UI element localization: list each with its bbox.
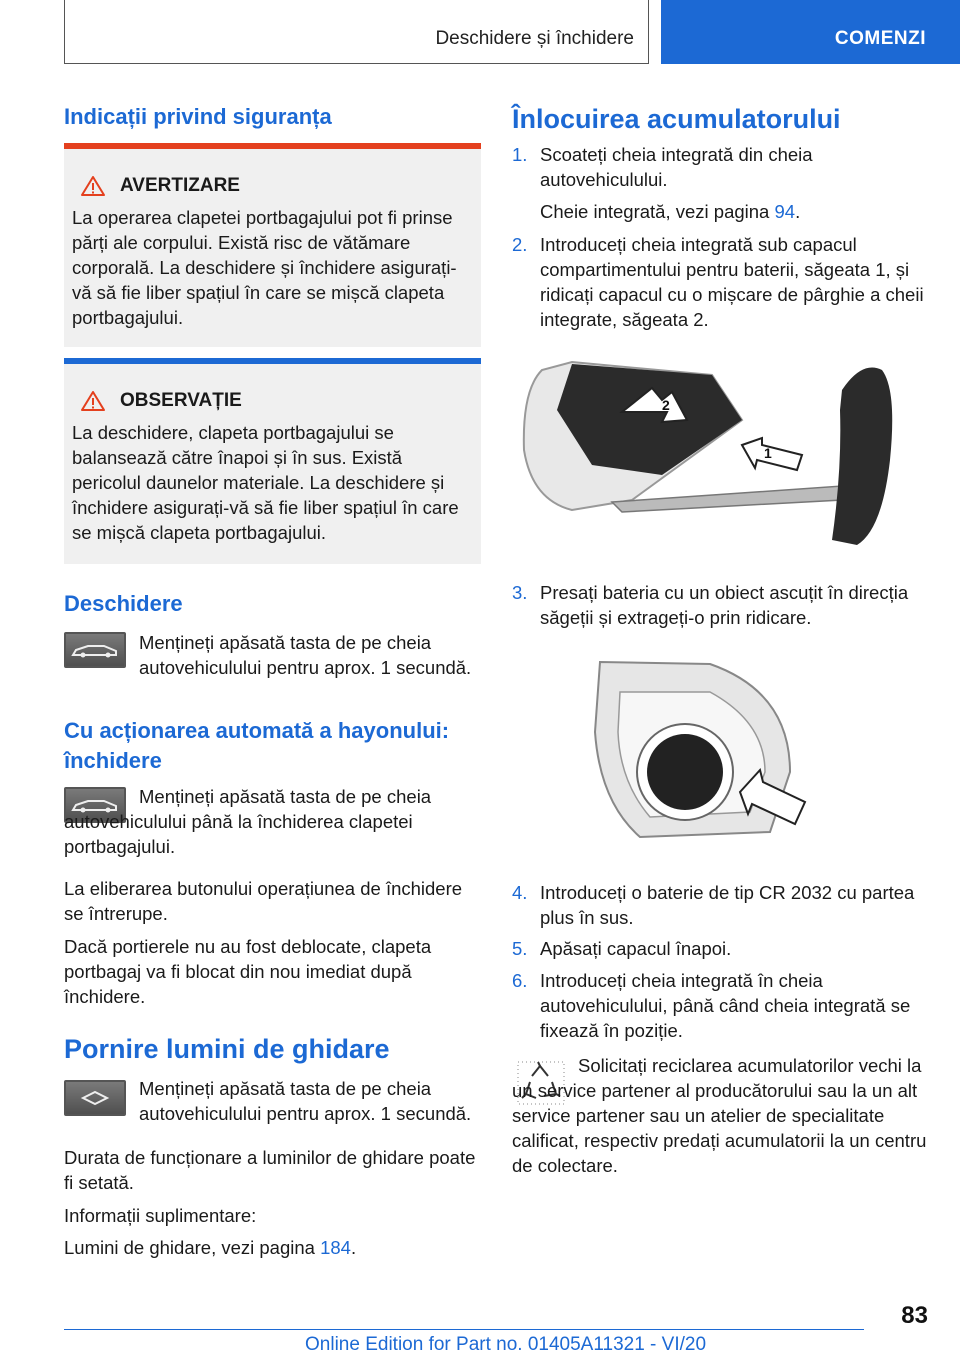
header-section-title: Deschidere și închidere [435, 28, 634, 49]
step-number: 2. [512, 234, 528, 255]
car-trunk-icon [70, 641, 120, 659]
step1-sub-text: Cheie integrată, vezi pagina [540, 201, 770, 222]
notice-triangle-icon [80, 390, 106, 412]
page-link-184[interactable]: 184 [320, 1237, 351, 1258]
header-tab[interactable] [661, 0, 960, 64]
notice-text: La deschidere, clapeta portbagajului se balansează către înapoi și în sus. Există pericolul daunelor materiale. La deschidere și închidere asigurați-vă să fie liber spațiul în care se mișcă clapeta portbagajului. [72, 422, 459, 543]
step-2 [512, 232, 928, 332]
warning-title: AVERTIZARE [120, 175, 240, 196]
lights-p3: Informații suplimentare: [64, 1205, 257, 1226]
warning-text: La operarea clapetei portbagajului pot fi prinse părți ale corpului. Există risc de vătămare corporală. La deschidere și închidere asigurați-vă să fie liber spațiul în care se mișcă clapeta portbagajului. [72, 207, 457, 328]
warning-box [64, 143, 481, 347]
auto-close-p2: La eliberarea butonului operațiunea de închidere se întrerupe. [64, 878, 463, 924]
footer-divider [64, 1329, 864, 1330]
warning-triangle-icon [80, 175, 106, 197]
notice-bar [64, 358, 481, 364]
header-tab-label: COMENZI [834, 28, 926, 49]
header-section-box [64, 0, 649, 64]
battery-compartment-figure [580, 652, 840, 842]
lights-text: Mențineți apăsată tasta de pe cheia autovehiculului pentru aprox. 1 secundă. [139, 1078, 472, 1124]
battery-heading: Înlocuirea acumulatorului [512, 104, 841, 134]
lights-p4 [64, 1235, 480, 1260]
arrow-1-label: 1 [764, 445, 772, 461]
lights-key-button [64, 1080, 126, 1116]
step-text: Apăsați capacul înapoi. [540, 938, 732, 959]
arrow-2-label: 2 [662, 397, 670, 413]
step1-sub [540, 199, 930, 224]
step-text: Presați bateria cu un obiect ascuțit în direcția săgeții și extrageți-o prin ridicare. [540, 582, 909, 628]
opening-text: Mențineți apăsată tasta de pe cheia autovehiculului pentru aprox. 1 secundă. [139, 632, 472, 678]
step-text: Scoateți cheia integrată din cheia autovehiculului. [540, 144, 813, 190]
notice-box [64, 358, 481, 564]
step-number: 4. [512, 882, 528, 903]
recycle-text: Solicitați reciclarea acumulatorilor vechi la un service partener al producătorului sau la un alt service partener sau un atelier de specialitate calificat, respectiv predați acumulatorii la un centru de colectare. [512, 1055, 927, 1176]
step1-sub-end: . [795, 201, 801, 222]
step-number: 1. [512, 144, 528, 165]
step-text: Introduceți cheia integrată sub capacul compartimentului pentru baterii, săgeata 1, și ridicați capacul cu o mișcare de pârghie a cheii integrate, săgeata 2. [540, 234, 924, 330]
step-number: 5. [512, 938, 528, 959]
page-number: 83 [901, 1302, 928, 1329]
step-5 [512, 936, 928, 961]
warning-bar [64, 143, 481, 149]
auto-close-text: Mențineți apăsată tasta de pe cheia autovehiculului până la închiderea clapetei portbagajului. [64, 786, 432, 857]
opening-heading: Deschidere [64, 591, 183, 616]
notice-title: OBSERVAȚIE [120, 390, 242, 411]
auto-close-heading: Cu acționarea automată a hayonului: închidere [64, 718, 450, 773]
key-cover-figure [512, 350, 928, 560]
arrow-1 [742, 438, 802, 470]
trunk-key-button [64, 632, 126, 668]
step-number: 6. [512, 970, 528, 991]
step-text: Introduceți o baterie de tip CR 2032 cu partea plus în sus. [540, 882, 915, 928]
lights-p2: Durata de funcționare a luminilor de ghidare poate fi setată. [64, 1147, 476, 1193]
lights-p4-text: Lumini de ghidare, vezi pagina [64, 1237, 315, 1258]
lights-p4-end: . [350, 1237, 357, 1258]
step-4 [512, 880, 928, 930]
diamond-icon [75, 1090, 115, 1106]
safety-heading: Indicații privind siguranța [64, 104, 332, 129]
step-text: Introduceți cheia integrată în cheia autovehiculului, până când cheia integrată se fixează în poziție. [540, 970, 911, 1041]
auto-close-p3: Dacă portierele nu au fost deblocate, clapeta portbagaj va fi blocat din nou imediat după închidere. [64, 936, 432, 1007]
footer-edition: Online Edition for Part no. 01405A11321 - VI/20 [305, 1334, 707, 1355]
page-link-94[interactable]: 94 [774, 201, 796, 222]
step-number: 3. [512, 582, 528, 603]
step-1 [512, 142, 928, 192]
lights-heading: Pornire lumini de ghidare [64, 1034, 390, 1064]
step-3 [512, 580, 928, 630]
step-6 [512, 968, 928, 1043]
